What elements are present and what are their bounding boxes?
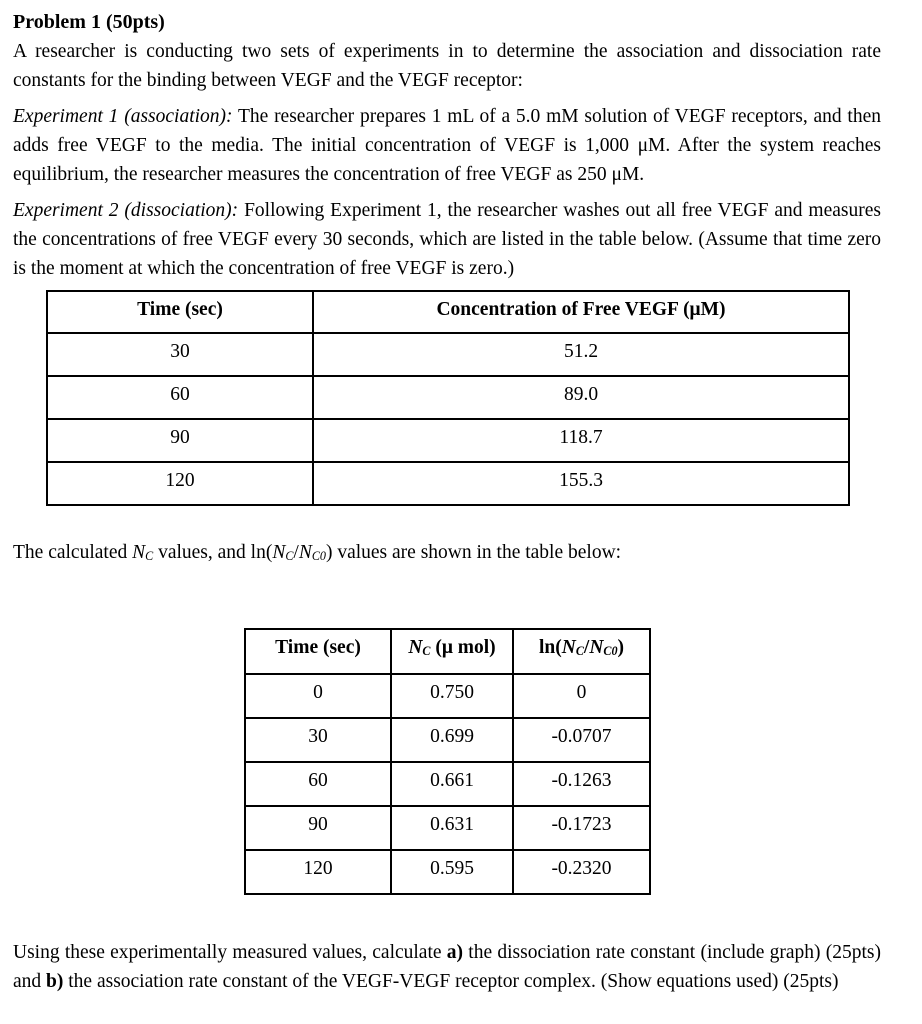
table2-time-cell: 0 — [245, 674, 391, 718]
nc0-symbol: N — [589, 637, 604, 659]
table-row — [245, 674, 650, 718]
table2-time-cell: 120 — [245, 850, 391, 894]
table2-nc-cell: 0.750 — [391, 674, 513, 718]
table2-header-ln — [513, 629, 650, 674]
problem-title: Problem 1 (50pts) — [13, 11, 165, 33]
note-text: ) values are shown in the table below: — [325, 542, 622, 563]
table-row — [47, 376, 849, 419]
nc0-symbol: N — [298, 542, 312, 563]
note-text: The calculated — [13, 542, 133, 563]
table2-header-time: Time (sec) — [245, 629, 391, 674]
table2-ln-cell: -0.1723 — [513, 806, 650, 850]
nc-symbol: N — [561, 637, 576, 659]
table2-nc-cell: 0.699 — [391, 718, 513, 762]
nc-subscript: C — [422, 644, 431, 659]
closing-text: the association rate constant of the VEGF-VEGF receptor complex. (Show equations used) (25pts) — [63, 971, 839, 993]
table-row — [47, 462, 849, 505]
note-text: values, and ln( — [153, 542, 273, 563]
free-vegf-concentration-table — [46, 290, 850, 506]
nc-subscript: C — [575, 644, 584, 659]
closing-paragraph — [13, 938, 881, 996]
table-row — [245, 762, 650, 806]
table-row — [245, 850, 650, 894]
table2-ln-cell: -0.2320 — [513, 850, 650, 894]
table1-time-cell: 30 — [47, 333, 313, 376]
table2-nc-cell: 0.595 — [391, 850, 513, 894]
closing-text: Using these experimentally measured values, calculate — [13, 942, 447, 964]
ln-prefix: ln( — [538, 637, 562, 659]
nc-symbol: N — [408, 637, 423, 659]
part-b-label: b) — [46, 971, 64, 993]
nc-subscript: C — [285, 549, 294, 564]
experiment1-label: Experiment 1 (association): — [13, 106, 233, 127]
experiment1-paragraph — [13, 102, 881, 189]
table-row — [245, 806, 650, 850]
table2-time-cell: 60 — [245, 762, 391, 806]
table2-nc-cell: 0.661 — [391, 762, 513, 806]
nc-values-note — [13, 538, 881, 571]
table1-header-row — [47, 291, 849, 333]
nc-symbol: N — [132, 542, 146, 563]
slash: / — [583, 637, 590, 659]
experiment1-text: The researcher prepares 1 mL of a 5.0 mM solution of VEGF receptors, and then adds free VEGF to the media. The initial concentration of VEGF is 1,000 μM. After the system reaches equilibrium, the researcher measures the concentration of free VEGF as 250 μM. — [13, 106, 882, 185]
table2-ln-cell: 0 — [513, 674, 650, 718]
table-row — [245, 718, 650, 762]
nc-unit: (μ mol) — [430, 637, 496, 659]
table2-ln-cell: -0.1263 — [513, 762, 650, 806]
table1-concentration-cell: 118.7 — [313, 419, 849, 462]
closing-text: the dissociation rate constant (include graph) (25pts) and — [13, 942, 882, 993]
nc0-subscript: C0 — [311, 549, 326, 564]
experiment2-label: Experiment 2 (dissociation): — [13, 200, 239, 221]
nc-subscript: C — [145, 549, 154, 564]
slash: / — [293, 542, 299, 563]
table1-header-time: Time (sec) — [47, 291, 313, 333]
table1-header-concentration: Concentration of Free VEGF (μM) — [313, 291, 849, 333]
table1-time-cell: 120 — [47, 462, 313, 505]
nc0-subscript: C0 — [603, 644, 618, 659]
table2-header-nc — [391, 629, 513, 674]
table1-time-cell: 60 — [47, 376, 313, 419]
intro-paragraph — [13, 37, 881, 95]
table2-ln-cell: -0.0707 — [513, 718, 650, 762]
table2-time-cell: 30 — [245, 718, 391, 762]
table2-time-cell: 90 — [245, 806, 391, 850]
experiment2-paragraph — [13, 196, 881, 283]
nc-symbol: N — [272, 542, 286, 563]
ln-suffix: ) — [617, 637, 625, 659]
nc-ln-values-table — [244, 628, 651, 895]
table-row — [47, 333, 849, 376]
table1-concentration-cell: 51.2 — [313, 333, 849, 376]
table1-time-cell: 90 — [47, 419, 313, 462]
part-a-label: a) — [446, 942, 464, 964]
table-row — [47, 419, 849, 462]
table2-header-row — [245, 629, 650, 674]
experiment2-text: Following Experiment 1, the researcher washes out all free VEGF and measures the concentrations of free VEGF every 30 seconds, which are listed in the table below. (Assume that time zero is the moment at which the concentration of free VEGF is zero.) — [13, 200, 881, 279]
table2-nc-cell: 0.631 — [391, 806, 513, 850]
intro-text: A researcher is conducting two sets of experiments in to determine the association and dissociation rate constants for the binding between VEGF and the VEGF receptor: — [13, 41, 881, 91]
table1-concentration-cell: 89.0 — [313, 376, 849, 419]
table1-concentration-cell: 155.3 — [313, 462, 849, 505]
